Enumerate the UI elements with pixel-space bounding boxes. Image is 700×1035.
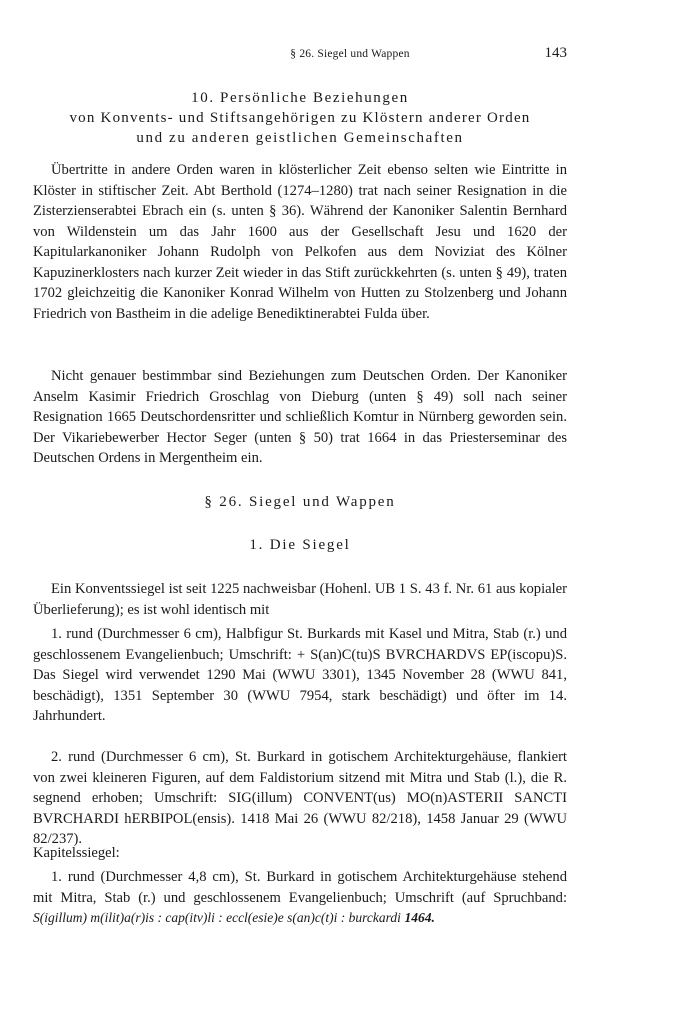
paragraph-transfers: Übertritte in andere Orden waren in klösterlicher Zeit ebenso selten wie Eintritte in Klöster in stiftischer Zeit. Abt Berthold (1274–1280) trat nach seiner Resignation in die Zisterzienserabtei Ebrach ein (s. unten § 36). Während der Kanoniker Salentin Bernhard von Wildenstein um das Jahr 1600 aus der Gesellschaft Jesu und 1620 der Kapitularkanoniker Johann Rudolph von Pelkofen aus dem Noviziat des Kölner Kapuzinerklosters nach kurzer Zeit wieder in das Stift zurückkehrten (s. unten § 49), traten 1702 gleichzeitig die Kanoniker Konrad Wilhelm von Hutten zu Stolzenberg und Johann Friedrich von Bastheim in die adelige Benediktinerabtei Fulda über. xyxy=(33,162,567,322)
paragraph-convent-seal-intro: Ein Konventssiegel ist seit 1225 nachweisbar (Hohenl. UB 1 S. 43 f. Nr. 61 aus kopialer Überlieferung); es ist wohl identisch mit xyxy=(33,581,567,618)
chapter-seal-description: 1. rund (Durchmesser 4,8 cm), St. Burkard in gotischem Architekturgehäuse stehend mit Mitra, Stab (r.) und geschlossenem Evangelienbuch; Umschrift (auf Spruchband: xyxy=(33,869,567,906)
paragraph-seal-2: 2. rund (Durchmesser 6 cm), St. Burkard in gotischem Architekturgehäuse, flankiert von zwei kleineren Figuren, auf dem Faldistorium sitzend mit Mitra und Stab (l.), die R. segnend erhoben; Umschrift: SIG(illum) CONVENT(us) MO(n)ASTERII SANCTI BVRCHARDI hERBIPOL(ensis). 1418 Mai 26 (WWU 82/218), 1458 Januar 29 (WWU 82/237). xyxy=(33,749,567,847)
chapter-seal-inscription: S(igillum) m(ilit)a(r)is : cap(itv)li : eccl(esie)e s(an)c(t)i : burckardi xyxy=(33,910,401,925)
chapter-heading xyxy=(33,88,567,148)
chapter-heading-line2: von Konvents- und Stiftsangehörigen zu Klöstern anderer Orden xyxy=(69,110,531,126)
page-number: 143 xyxy=(544,45,567,61)
section-title: § 26. Siegel und Wappen xyxy=(204,494,396,510)
chapter-heading-line3: und zu anderen geistlichen Gemeinschaften xyxy=(136,130,464,146)
paragraph-chapter-seal-1 xyxy=(33,867,567,929)
paragraph-seal-1: 1. rund (Durchmesser 6 cm), Halbfigur St. Burkards mit Kasel und Mitra, Stab (r.) und geschlossenem Evangelienbuch; Umschrift: + S(an)C(tu)S BVRCHARDVS EP(iscopu)S. Das Siegel wird verwendet 1290 Mai (WWU 3301), 1345 November 28 (WWU 841, beschädigt), 1351 September 30 (WWU 7954, stark beschädigt) und öfter im 14. Jahrhundert. xyxy=(33,626,567,724)
section-subtitle: 1. Die Siegel xyxy=(249,537,351,553)
chapter-seal-year: 1464. xyxy=(404,910,435,925)
paragraph-teutonic-order: Nicht genauer bestimmbar sind Beziehungen zum Deutschen Orden. Der Kanoniker Anselm Kasimir Friedrich Groschlag von Dieburg (unten § 49) soll nach seiner Resignation 1665 Deutschordensritter und schließlich Komtur in Nürnberg geworden sein. Der Vikariebewerber Hector Seger (unten § 50) trat 1664 in das Priesterseminar des Deutschen Ordens in Mergentheim ein. xyxy=(33,368,567,466)
chapter-heading-line1: 10. Persönliche Beziehungen xyxy=(191,90,409,106)
chapter-seal-label: Kapitelssiegel: xyxy=(33,845,120,861)
running-head: § 26. Siegel und Wappen xyxy=(290,48,410,60)
